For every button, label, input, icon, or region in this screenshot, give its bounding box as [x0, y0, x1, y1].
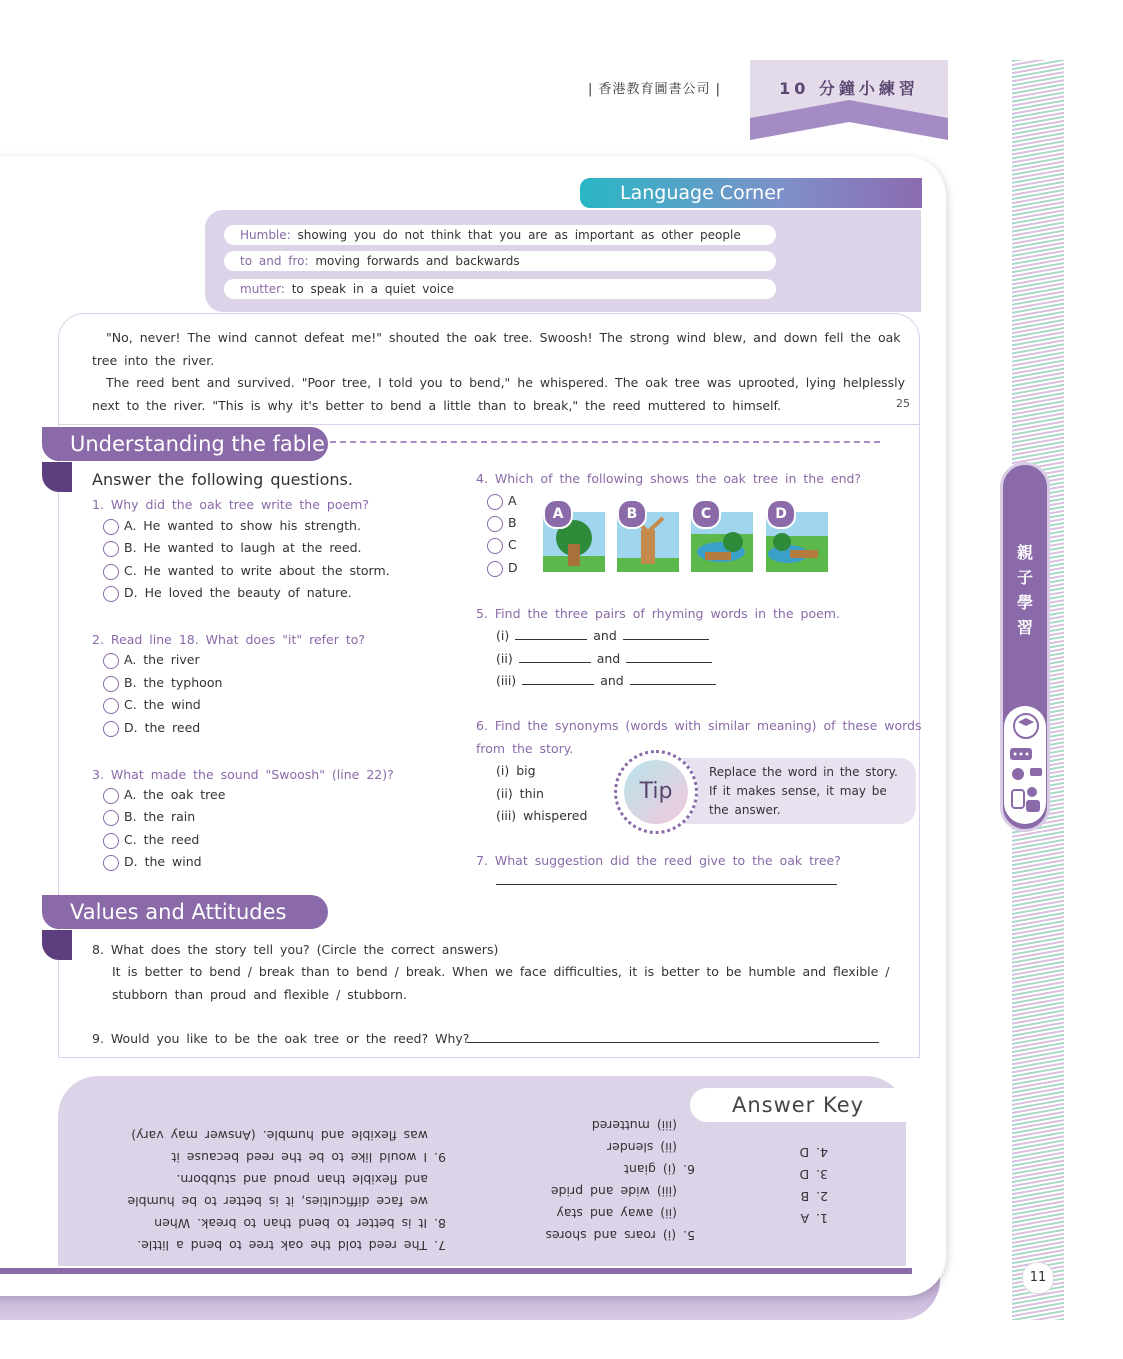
- option-label: D. the reed: [124, 720, 201, 735]
- option-label: B. the typhoon: [124, 675, 223, 690]
- tip-badge: Tip: [624, 760, 688, 824]
- answer-line[interactable]: [496, 884, 837, 885]
- option-label: A. He wanted to show his strength.: [124, 518, 361, 533]
- side-label-text: [1000, 540, 1050, 640]
- ten-minute-practice-label: 10 分鐘小練習: [779, 79, 919, 98]
- answer-item: 1. A: [800, 1211, 828, 1226]
- radio-circle[interactable]: [103, 788, 119, 804]
- option[interactable]: [103, 563, 390, 580]
- option-label: C. the reed: [124, 832, 200, 847]
- understanding-heading: Understanding the fable: [42, 427, 328, 461]
- answer-blank[interactable]: [626, 662, 712, 663]
- dashed-divider: [330, 441, 880, 443]
- question-6-cont: from the story.: [476, 741, 574, 756]
- row-label: (ii): [496, 651, 513, 666]
- glossary-term: to and fro:: [240, 254, 309, 268]
- answer-key-column-2: [500, 1112, 695, 1246]
- answer-item: 8. It is better to bend than to break. When: [154, 1216, 446, 1231]
- glossary-term: Humble:: [240, 228, 291, 242]
- answer-blank[interactable]: [522, 684, 594, 685]
- answer-key-title: Answer Key: [690, 1088, 906, 1122]
- side-label-char: 子: [1016, 568, 1033, 587]
- answer-item: (iii) muttered: [591, 1118, 677, 1133]
- answer-item: (ii) away and stay: [556, 1206, 677, 1221]
- radio-circle[interactable]: [487, 561, 503, 577]
- answer-item: 6. (i) giant: [624, 1162, 695, 1177]
- bottom-divider: [0, 1268, 912, 1274]
- option-label: B. the rain: [124, 809, 196, 824]
- answer-item: and flexible than proud and stubborn.: [176, 1172, 428, 1187]
- radio-circle[interactable]: [103, 721, 119, 737]
- option[interactable]: [103, 809, 195, 826]
- glossary-definition: showing you do not think that you are as important as other people: [297, 228, 741, 242]
- and-label: and: [593, 628, 617, 643]
- line-number: 25: [896, 397, 910, 410]
- rhyme-row: [496, 628, 715, 643]
- passage-line: next to the river. "This is why it's better to bend a little than to break," the reed muttered to himself.: [92, 398, 781, 413]
- option[interactable]: [103, 540, 361, 557]
- heading-shadow: [42, 462, 72, 492]
- answer-item: 7. The reed told the oak tree to bend a little.: [137, 1238, 446, 1253]
- and-label: and: [600, 673, 624, 688]
- answer-item: 2. B: [800, 1189, 828, 1204]
- option[interactable]: [103, 854, 202, 871]
- answer-item: (ii) slender: [606, 1140, 677, 1155]
- question-2: 2. Read line 18. What does "it" refer to?: [92, 632, 366, 647]
- option-label: B: [508, 515, 517, 530]
- option-label: A. the oak tree: [124, 787, 226, 802]
- option[interactable]: [103, 720, 200, 737]
- radio-circle[interactable]: [103, 676, 119, 692]
- values-heading: Values and Attitudes: [42, 895, 328, 929]
- option-label: D: [508, 560, 518, 575]
- option[interactable]: [103, 652, 200, 669]
- option-label: A: [508, 493, 517, 508]
- option[interactable]: [487, 560, 518, 577]
- instruction: Answer the following questions.: [92, 470, 353, 489]
- option[interactable]: [103, 675, 222, 692]
- ten-minute-practice-tab: [750, 60, 948, 140]
- option[interactable]: [103, 832, 199, 849]
- answer-item: 5. (i) roars and shores: [545, 1228, 695, 1243]
- answer-item: (iii) wide and pride: [550, 1184, 677, 1199]
- option-label: C. He wanted to write about the storm.: [124, 563, 390, 578]
- option-label: D. He loved the beauty of nature.: [124, 585, 352, 600]
- question-3: 3. What made the sound "Swoosh" (line 22)?: [92, 767, 394, 782]
- answer-item: 4. D: [799, 1145, 828, 1160]
- question-5: 5. Find the three pairs of rhyming words in the poem.: [476, 606, 840, 621]
- synonym-item: (i) big: [496, 763, 536, 778]
- glossary-definition: moving forwards and backwards: [315, 254, 520, 268]
- answer-line[interactable]: [467, 1042, 879, 1043]
- question-8-line: stubborn than proud and flexible / stubborn.: [112, 987, 407, 1002]
- and-label: and: [596, 651, 621, 666]
- answer-key-column-1: [768, 1139, 828, 1229]
- option[interactable]: [103, 518, 361, 535]
- answer-item: 9. I would like to be the reed because it: [171, 1150, 446, 1165]
- answer-blank[interactable]: [515, 639, 587, 640]
- question-6: 6. Find the synonyms (words with similar meaning) of these words: [476, 718, 922, 733]
- passage-line: tree into the river.: [92, 353, 215, 368]
- answer-blank[interactable]: [623, 639, 709, 640]
- glossary-item: [224, 279, 776, 299]
- radio-circle[interactable]: [103, 586, 119, 602]
- side-label-char: 習: [1016, 618, 1033, 637]
- glossary-term: mutter:: [240, 282, 285, 296]
- option-label: D. the wind: [124, 854, 202, 869]
- rhyme-row: [496, 673, 722, 688]
- option[interactable]: [103, 787, 225, 804]
- picture-label-b: B: [617, 499, 647, 529]
- option-label: C: [508, 537, 517, 552]
- synonym-item: (ii) thin: [496, 786, 544, 801]
- answer-blank[interactable]: [519, 662, 591, 663]
- radio-circle[interactable]: [487, 538, 503, 554]
- tip-text: Replace the word in the story. If it makes sense, it may be the answer.: [709, 765, 898, 817]
- picture-label-c: C: [691, 499, 721, 529]
- radio-circle[interactable]: [103, 519, 119, 535]
- radio-circle[interactable]: [103, 855, 119, 871]
- answer-item: we face difficulties, it is better to be humble: [127, 1194, 428, 1209]
- radio-circle[interactable]: [103, 564, 119, 580]
- radio-circle[interactable]: [103, 810, 119, 826]
- option[interactable]: [103, 697, 201, 714]
- passage-line: The reed bent and survived. "Poor tree, I told you to bend," he whispered. The oak tree was uprooted, lying helplessly: [106, 375, 906, 390]
- option[interactable]: [487, 537, 517, 554]
- side-tab-label: [1000, 540, 1050, 640]
- answer-item: was flexible and humble. (Answer may vary): [131, 1128, 428, 1143]
- rhyme-row: [496, 651, 718, 666]
- option[interactable]: [103, 585, 352, 602]
- page-number: 11: [1022, 1262, 1054, 1294]
- option-label: C. the wind: [124, 697, 201, 712]
- row-label: (i): [496, 628, 510, 643]
- radio-circle[interactable]: [103, 833, 119, 849]
- synonym-item: (iii) whispered: [496, 808, 588, 823]
- language-corner-title: Language Corner: [580, 178, 922, 208]
- answer-key-column-3: [88, 1122, 446, 1256]
- glossary-item: [224, 225, 776, 245]
- question-7: 7. What suggestion did the reed give to the oak tree?: [476, 853, 841, 868]
- option-label: B. He wanted to laugh at the reed.: [124, 540, 362, 555]
- question-8-line: It is better to bend / break than to bend / break. When we face difficulties, it is better to be humble and flexible /: [112, 964, 890, 979]
- question-1: 1. Why did the oak tree write the poem?: [92, 497, 369, 512]
- publisher-name: | 香港教育圖書公司 |: [588, 82, 722, 97]
- side-label-char: 親: [1016, 543, 1033, 562]
- answer-blank[interactable]: [630, 684, 716, 685]
- question-8: 8. What does the story tell you? (Circle the correct answers): [92, 942, 499, 957]
- glossary-definition: to speak in a quiet voice: [291, 282, 455, 296]
- picture-label-a: A: [543, 499, 573, 529]
- row-label: (iii): [496, 673, 517, 688]
- picture-label-d: D: [766, 499, 796, 529]
- passage-line: "No, never! The wind cannot defeat me!" shouted the oak tree. Swoosh! The strong wind blew, and down fell the oak: [106, 330, 901, 345]
- radio-circle[interactable]: [487, 494, 503, 510]
- option-label: A. the river: [124, 652, 200, 667]
- question-9: 9. Would you like to be the oak tree or the reed? Why?: [92, 1031, 470, 1046]
- option[interactable]: [487, 493, 517, 510]
- radio-circle[interactable]: [487, 516, 503, 532]
- answer-item: 3. D: [799, 1167, 828, 1182]
- radio-circle[interactable]: [103, 698, 119, 714]
- radio-circle[interactable]: [103, 653, 119, 669]
- option[interactable]: [487, 515, 517, 532]
- family-learning-icon: [1004, 706, 1046, 824]
- glossary-item: [224, 251, 776, 271]
- side-label-char: 學: [1016, 593, 1033, 612]
- question-4: 4. Which of the following shows the oak tree in the end?: [476, 471, 862, 486]
- radio-circle[interactable]: [103, 541, 119, 557]
- heading-shadow: [42, 930, 72, 960]
